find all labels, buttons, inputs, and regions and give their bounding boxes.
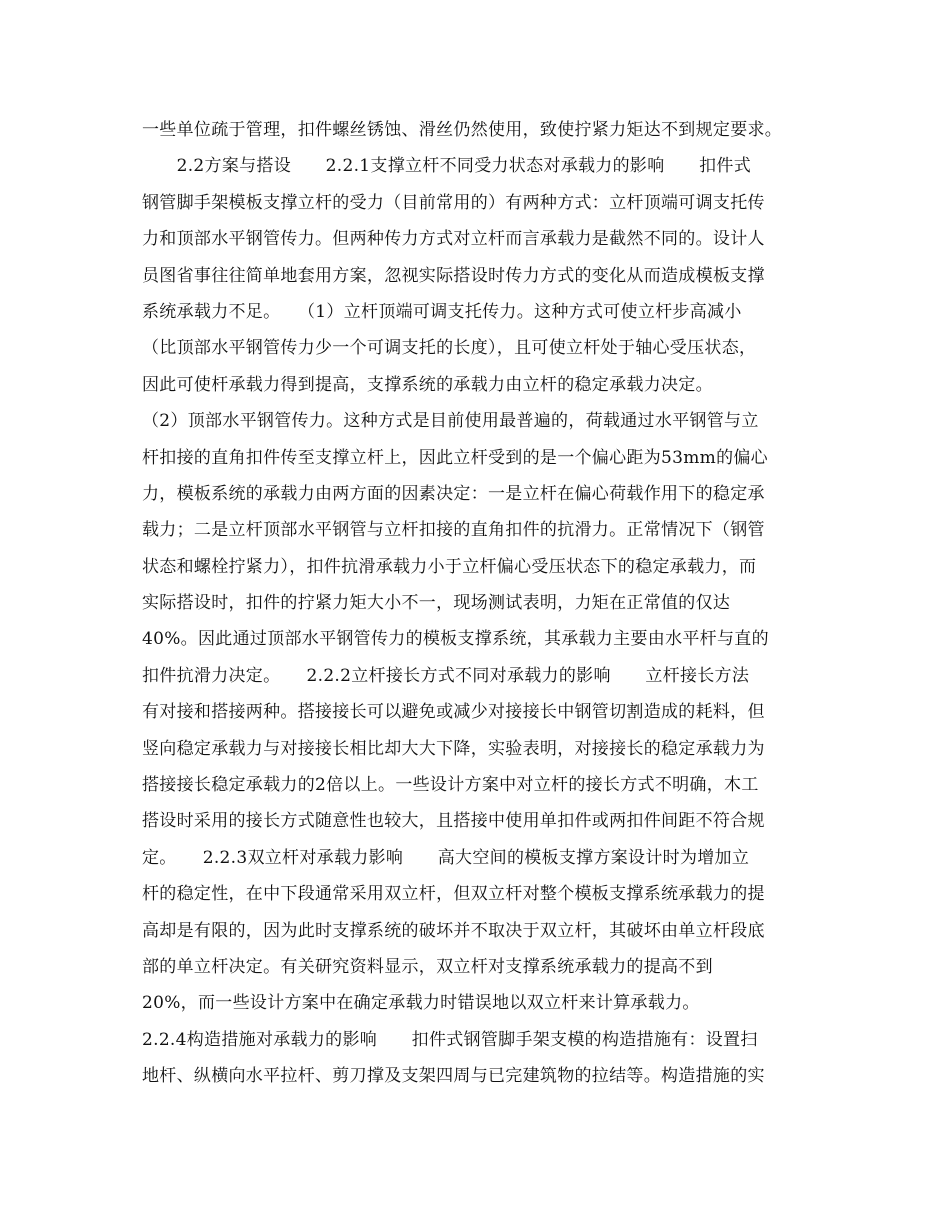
- text-line: 20%，而一些设计方案中在确定承载力时错误地以双立杆来计算承载力。: [142, 993, 700, 1014]
- text-line: 2.2方案与搭设 2.2.1支撑立杆不同受力状态对承载力的影响 扣件式: [142, 156, 751, 177]
- text-line: 搭设时采用的接长方式随意性也较大，且搭接中使用单扣件或两扣件间距不符合规: [142, 811, 765, 832]
- text-line: 因此可使杆承载力得到提高，支撑系统的承载力由立杆的稳定承载力决定。: [142, 374, 713, 395]
- text-line: 系统承载力不足。 （1）立杆顶端可调支托传力。这种方式可使立杆步高减小: [142, 301, 742, 322]
- text-line: 40%。因此通过顶部水平钢管传力的模板支撑系统，其承载力主要由水平杆与直的: [142, 629, 769, 650]
- text-line: （比顶部水平钢管传力少一个可调支托的长度），且可使立杆处于轴心受压状态，: [142, 338, 757, 359]
- text-line: 2.2.4构造措施对承载力的影响 扣件式钢管脚手架支模的构造措施有：设置扫: [142, 1029, 758, 1050]
- text-line: 杆的稳定性，在中下段通常采用双立杆，但双立杆对整个模板支撑系统承载力的提: [142, 884, 765, 905]
- text-line: 搭接接长稳定承载力的2倍以上。一些设计方案中对立杆的接长方式不明确，木工: [142, 775, 759, 796]
- text-line: 力，模板系统的承载力由两方面的因素决定：一是立杆在偏心荷载作用下的稳定承: [142, 483, 765, 504]
- text-line: 地杆、纵横向水平拉杆、剪刀撑及支架四周与已完建筑物的拉结等。构造措施的实: [142, 1066, 765, 1087]
- text-line: 扣件抗滑力决定。 2.2.2立杆接长方式不同对承载力的影响 立杆接长方法: [142, 665, 750, 686]
- body-text: [142, 112, 812, 1095]
- text-line: 状态和螺栓拧紧力），扣件抗滑承载力小于立杆偏心受压状态下的稳定承载力，而: [142, 556, 757, 577]
- text-line: 部的单立杆决定。有关研究资料显示，双立杆对支撑系统承载力的提高不到: [142, 956, 713, 977]
- text-line: 员图省事往往简单地套用方案，忽视实际搭设时传力方式的变化从而造成模板支撑: [142, 265, 765, 286]
- text-line: （2）顶部水平钢管传力。这种方式是目前使用最普遍的，荷载通过水平钢管与立: [142, 411, 759, 432]
- text-line: 高却是有限的，因为此时支撑系统的破坏并不取决于双立杆，其破坏由单立杆段底: [142, 920, 765, 941]
- text-line: 实际搭设时，扣件的拧紧力矩大小不一，现场测试表明，力矩在正常值的仅达: [142, 593, 731, 614]
- text-line: 钢管脚手架模板支撑立杆的受力（目前常用的）有两种方式：立杆顶端可调支托传: [142, 192, 765, 213]
- text-line: 杆扣接的直角扣件传至支撑立杆上，因此立杆受到的是一个偏心距为53mm的偏心: [142, 447, 768, 468]
- text-line: 力和顶部水平钢管传力。但两种传力方式对立杆而言承载力是截然不同的。设计人: [142, 229, 765, 250]
- text-line: 定。 2.2.3双立杆对承载力影响 高大空间的模板支撑方案设计时为增加立: [142, 847, 750, 868]
- text-line: 竖向稳定承载力与对接接长相比却大大下降，实验表明，对接接长的稳定承载力为: [142, 738, 765, 759]
- text-line: 有对接和搭接两种。搭接接长可以避免或减少对接接长中钢管切割造成的耗料，但: [142, 702, 765, 723]
- text-line: 载力；二是立杆顶部水平钢管与立杆扣接的直角扣件的抗滑力。正常情况下（钢管: [142, 520, 765, 541]
- text-line: 一些单位疏于管理，扣件螺丝锈蚀、滑丝仍然使用，致使拧紧力矩达不到规定要求。: [142, 120, 783, 140]
